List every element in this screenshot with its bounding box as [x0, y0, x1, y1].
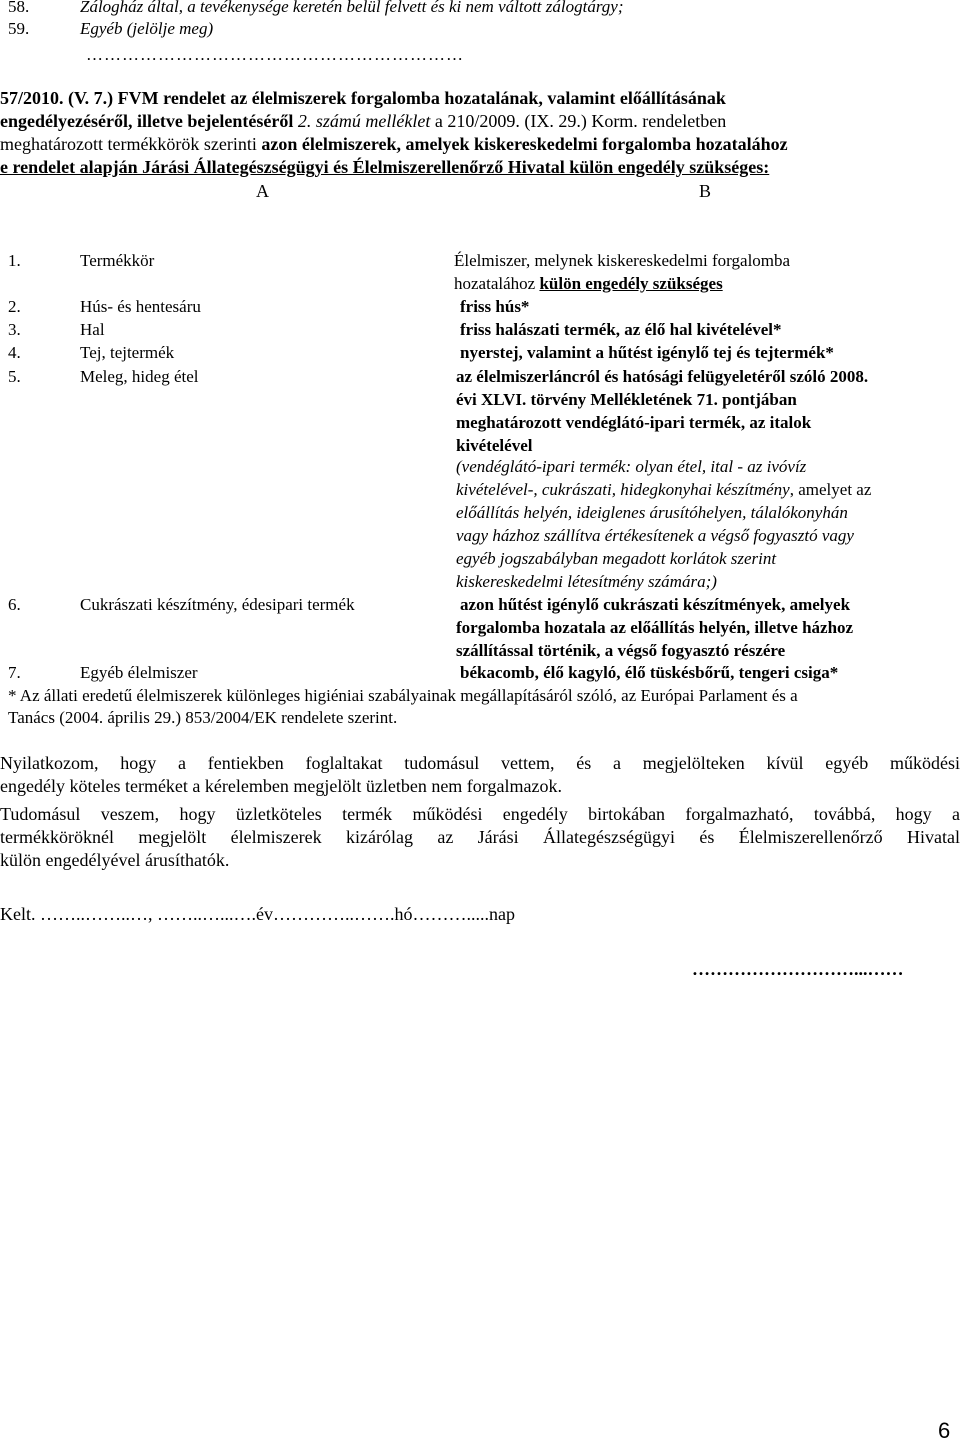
- paragraph-line: külön engedélyével árusíthatók.: [0, 850, 230, 870]
- row-food-bold-line: meghatározott vendéglátó-ipari termék, az italok: [456, 413, 812, 432]
- heading-line-3: [0, 133, 788, 156]
- item-text: Egyéb (jelölje meg): [80, 19, 214, 38]
- header-text: hozatalához: [454, 274, 540, 293]
- row-number: 5.: [8, 367, 21, 386]
- item-text: Zálogház által, a tevékenysége keretén belül felvett és ki nem váltott zálogtárgy;: [80, 0, 624, 16]
- header-termekkor: Termékkör: [80, 251, 155, 270]
- top-item-58: [8, 0, 624, 18]
- paragraph-line: Tudomásul veszem, hogy üzletköteles termék működési engedély birtokában forgalmazható, továbbá, hogy a: [0, 804, 960, 824]
- row-category: Egyéb élelmiszer: [80, 663, 198, 682]
- row-category: Hús- és hentesáru: [80, 297, 201, 316]
- date-line: Kelt. ……..……..…, ……..…...….év…………..…….hó……….....nap: [0, 904, 515, 924]
- row-food-line: azon hűtést igénylő cukrászati készítmények, amelyek: [460, 595, 851, 614]
- heading-bold: engedélyezéséről, illetve bejelentéséről: [0, 111, 294, 131]
- paragraph-line: termékköröknél megjelölt élelmiszerek kizárólag az Járási Állategészségügyi és Élelmiszerellenőrző Hivatal: [0, 827, 960, 847]
- heading-line-4: e rendelet alapján Járási Állategészségügyi és Élelmiszerellenőrző Hivatal külön engedély szükséges:: [0, 157, 770, 177]
- heading-line-1: 57/2010. (V. 7.) FVM rendelet az élelmiszerek forgalomba hozatalának, valamint előállításának: [0, 88, 726, 108]
- row-food-note-line: egyéb jogszabályban megadott korlátok szerint: [456, 549, 777, 568]
- row-number: 4.: [8, 343, 21, 362]
- row-number: 7.: [8, 663, 21, 682]
- row-category: Tej, tejtermék: [80, 343, 175, 362]
- row-food-note-line: kiskereskedelmi létesítmény számára;): [456, 572, 717, 591]
- heading-normal: meghatározott termékkörök szerinti: [0, 134, 262, 154]
- row-food-note-line: [456, 479, 871, 501]
- row-category: Hal: [80, 320, 105, 339]
- row-food-note-line: vagy házhoz szállítva értékesítenek a végső fogyasztó vagy: [456, 526, 854, 545]
- column-label-a: A: [256, 181, 269, 201]
- dots-line: ………………………………………………………: [86, 45, 464, 64]
- row-food-note-line: (vendéglátó-ipari termék: olyan étel, ital - az ivóvíz: [456, 457, 807, 476]
- row-number: 1.: [8, 251, 21, 270]
- declaration-paragraph-2: [0, 803, 960, 872]
- column-label-b: B: [699, 181, 712, 201]
- row-food: nyerstej, valamint a hűtést igénylő tej és tejtermék*: [460, 343, 834, 362]
- row-number: 6.: [8, 595, 21, 614]
- paragraph-line: Nyilatkozom, hogy a fentiekben foglaltakat tudomásul vettem, és a megjelölteken kívül egyéb működési: [0, 753, 960, 773]
- row-food-bold-line: az élelmiszerláncról és hatósági felügyeletéről szóló 2008.: [456, 367, 869, 386]
- note-text: kivételével-, cukrászati, hidegkonyhai készítmény: [456, 480, 790, 499]
- row-number: 2.: [8, 297, 21, 316]
- item-number: 59.: [8, 19, 30, 38]
- row-food-line: forgalomba hozatala az előállítás helyén, illetve házhoz: [456, 618, 854, 637]
- row-category: Meleg, hideg étel: [80, 367, 199, 386]
- row-number: 3.: [8, 320, 21, 339]
- row-food-note-line: előállítás helyén, ideiglenes árusítóhelyen, tálalókonyhán: [456, 503, 848, 522]
- item-number: 58.: [8, 0, 30, 16]
- declaration-paragraph-1: [0, 752, 960, 798]
- row-food: békacomb, élő kagyló, élő tüskésbőrű, tengeri csiga*: [460, 663, 839, 682]
- footnote-line-2: Tanács (2004. április 29.) 853/2004/EK rendelete szerint.: [8, 708, 398, 727]
- header-underlined: külön engedély szükséges: [539, 274, 723, 293]
- row-food: friss hús*: [460, 297, 530, 316]
- row-food: friss halászati termék, az élő hal kivételével*: [460, 320, 782, 339]
- row-food-line: szállítással történik, a végső fogyasztó részére: [456, 641, 786, 660]
- page-number: 6: [938, 1418, 951, 1443]
- annex-reference: 2. számú melléklet: [297, 111, 431, 131]
- row-food-bold-line: évi XLVI. törvény Mellékletének 71. pontjában: [456, 390, 797, 409]
- note-suffix: , amelyet az: [789, 480, 872, 499]
- heading-bold: azon élelmiszerek, amelyek kiskereskedelmi forgalomba hozatalához: [261, 134, 788, 154]
- signature-line: ………………………...……: [692, 959, 904, 979]
- header-elelmiszer-line-1: Élelmiszer, melynek kiskereskedelmi forgalomba: [454, 251, 791, 270]
- row-food-bold-line: kivételével: [456, 436, 533, 455]
- decree-reference: a 210/2009. (IX. 29.) Korm. rendeletben: [430, 111, 727, 131]
- row-category: Cukrászati készítmény, édesipari termék: [80, 595, 355, 614]
- footnote-line-1: * Az állati eredetű élelmiszerek különleges higiéniai szabályainak megállapításáról szóló, az Európai Parlament és a: [8, 686, 798, 705]
- heading-line-2: [0, 110, 726, 133]
- top-item-59: [8, 18, 214, 40]
- header-elelmiszer-line-2: [454, 273, 723, 295]
- paragraph-line: engedély köteles terméket a kérelemben megjelölt üzletben nem forgalmazok.: [0, 776, 562, 796]
